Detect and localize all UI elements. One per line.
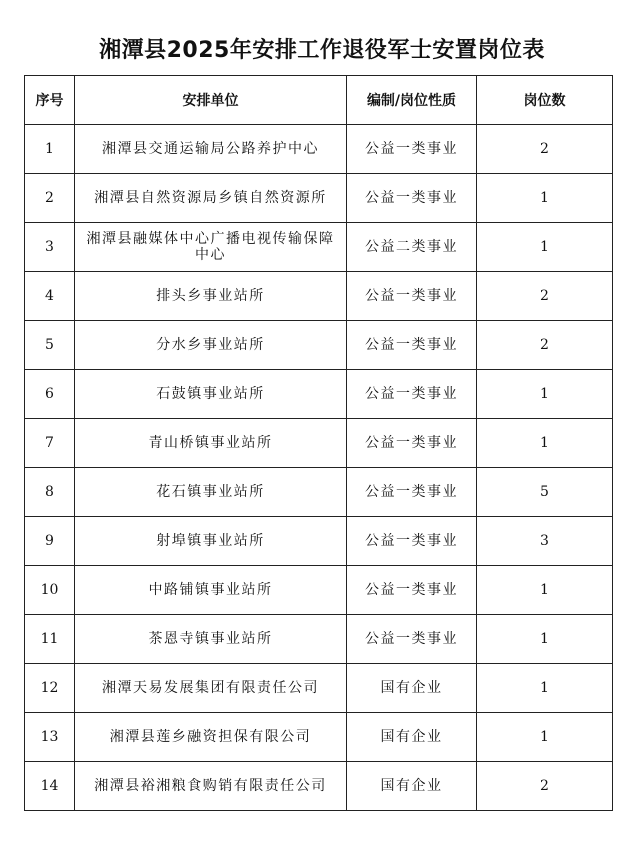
cell-count: 2 bbox=[477, 272, 613, 321]
cell-count: 1 bbox=[477, 419, 613, 468]
cell-unit: 湘潭天易发展集团有限责任公司 bbox=[75, 664, 347, 713]
table-row bbox=[25, 713, 613, 762]
cell-no: 3 bbox=[25, 223, 75, 272]
cell-no: 12 bbox=[25, 664, 75, 713]
header-count: 岗位数 bbox=[477, 76, 613, 125]
cell-nature: 公益一类事业 bbox=[347, 517, 477, 566]
cell-nature: 公益一类事业 bbox=[347, 419, 477, 468]
table-row bbox=[25, 223, 613, 272]
table-row bbox=[25, 468, 613, 517]
cell-count: 2 bbox=[477, 321, 613, 370]
cell-no: 7 bbox=[25, 419, 75, 468]
cell-unit: 茶恩寺镇事业站所 bbox=[75, 615, 347, 664]
cell-nature: 公益一类事业 bbox=[347, 370, 477, 419]
table-header bbox=[25, 76, 613, 125]
cell-no: 2 bbox=[25, 174, 75, 223]
cell-unit: 湘潭县莲乡融资担保有限公司 bbox=[75, 713, 347, 762]
placement-table bbox=[24, 75, 613, 811]
cell-count: 1 bbox=[477, 223, 613, 272]
cell-count: 1 bbox=[477, 615, 613, 664]
header-nature: 编制/岗位性质 bbox=[347, 76, 477, 125]
cell-count: 1 bbox=[477, 566, 613, 615]
cell-no: 4 bbox=[25, 272, 75, 321]
table-body bbox=[25, 125, 613, 811]
cell-count: 1 bbox=[477, 713, 613, 762]
table-row bbox=[25, 125, 613, 174]
cell-unit: 青山桥镇事业站所 bbox=[75, 419, 347, 468]
table-row bbox=[25, 321, 613, 370]
cell-unit: 湘潭县裕湘粮食购销有限责任公司 bbox=[75, 762, 347, 811]
cell-unit: 花石镇事业站所 bbox=[75, 468, 347, 517]
table-row bbox=[25, 419, 613, 468]
cell-no: 11 bbox=[25, 615, 75, 664]
cell-no: 10 bbox=[25, 566, 75, 615]
cell-no: 13 bbox=[25, 713, 75, 762]
cell-count: 3 bbox=[477, 517, 613, 566]
cell-unit: 石鼓镇事业站所 bbox=[75, 370, 347, 419]
header-row bbox=[25, 76, 613, 125]
cell-nature: 公益一类事业 bbox=[347, 615, 477, 664]
cell-nature: 公益一类事业 bbox=[347, 468, 477, 517]
table-row bbox=[25, 762, 613, 811]
cell-nature: 公益一类事业 bbox=[347, 566, 477, 615]
page-title: 湘潭县2025年安排工作退役军士安置岗位表 bbox=[99, 38, 545, 63]
cell-unit: 中路铺镇事业站所 bbox=[75, 566, 347, 615]
table-row bbox=[25, 272, 613, 321]
cell-nature: 公益二类事业 bbox=[347, 223, 477, 272]
cell-nature: 公益一类事业 bbox=[347, 174, 477, 223]
cell-no: 1 bbox=[25, 125, 75, 174]
cell-count: 5 bbox=[477, 468, 613, 517]
cell-no: 9 bbox=[25, 517, 75, 566]
cell-count: 1 bbox=[477, 664, 613, 713]
cell-nature: 国有企业 bbox=[347, 762, 477, 811]
cell-count: 2 bbox=[477, 125, 613, 174]
cell-nature: 公益一类事业 bbox=[347, 321, 477, 370]
cell-no: 14 bbox=[25, 762, 75, 811]
cell-no: 6 bbox=[25, 370, 75, 419]
cell-nature: 公益一类事业 bbox=[347, 272, 477, 321]
cell-nature: 国有企业 bbox=[347, 713, 477, 762]
cell-count: 2 bbox=[477, 762, 613, 811]
cell-no: 5 bbox=[25, 321, 75, 370]
header-unit: 安排单位 bbox=[75, 76, 347, 125]
table-row bbox=[25, 664, 613, 713]
cell-unit: 湘潭县融媒体中心广播电视传输保障中心 bbox=[75, 223, 347, 272]
table-row bbox=[25, 615, 613, 664]
cell-count: 1 bbox=[477, 174, 613, 223]
table-row bbox=[25, 174, 613, 223]
cell-nature: 国有企业 bbox=[347, 664, 477, 713]
cell-no: 8 bbox=[25, 468, 75, 517]
table-row bbox=[25, 517, 613, 566]
table-row bbox=[25, 566, 613, 615]
table-row bbox=[25, 370, 613, 419]
cell-unit: 排头乡事业站所 bbox=[75, 272, 347, 321]
cell-unit: 湘潭县交通运输局公路养护中心 bbox=[75, 125, 347, 174]
cell-count: 1 bbox=[477, 370, 613, 419]
header-no: 序号 bbox=[25, 76, 75, 125]
cell-unit: 射埠镇事业站所 bbox=[75, 517, 347, 566]
cell-unit: 湘潭县自然资源局乡镇自然资源所 bbox=[75, 174, 347, 223]
cell-nature: 公益一类事业 bbox=[347, 125, 477, 174]
cell-unit: 分水乡事业站所 bbox=[75, 321, 347, 370]
